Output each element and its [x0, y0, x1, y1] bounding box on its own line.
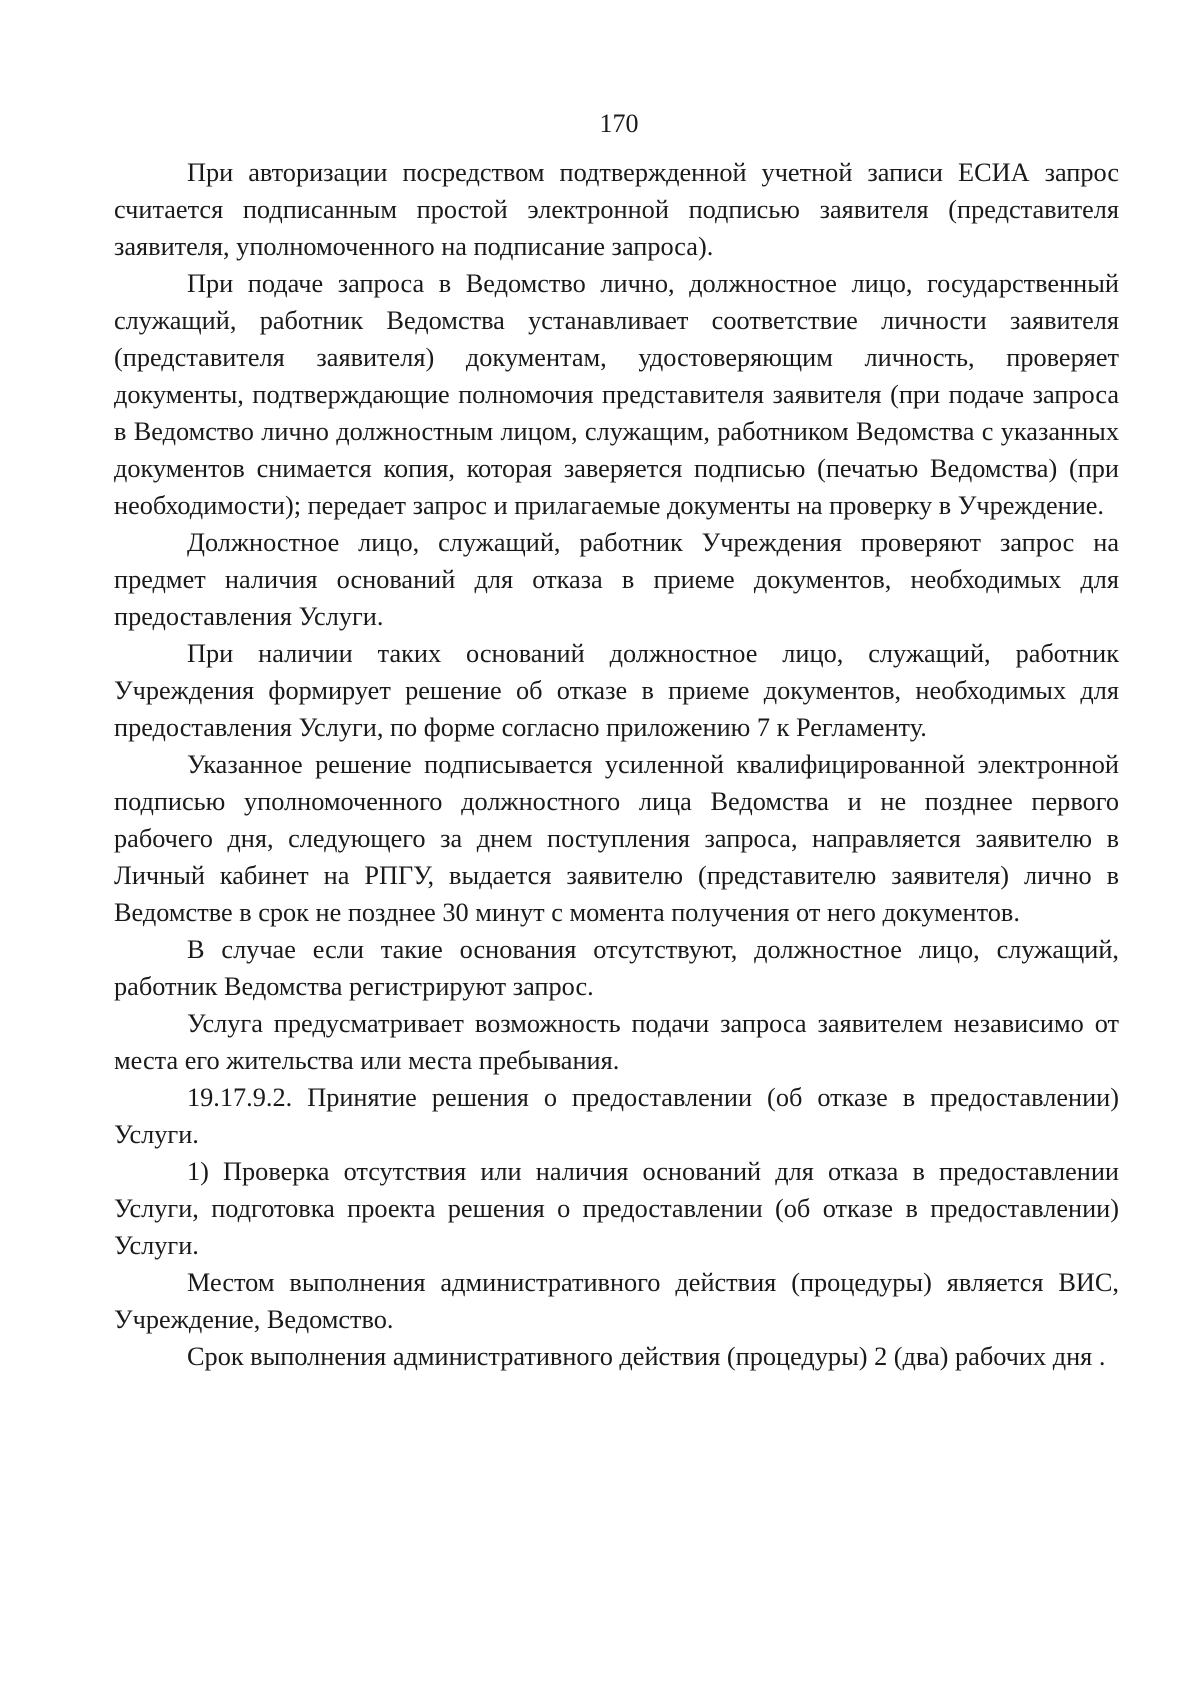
paragraph-decision-signing: Указанное решение подписывается усиленной квалифицированной электронной подписью уполномоченного должностного лица Ведомства и не позднее первого рабочего дня, следующего за днем поступления запроса, направляется заявителю в Личный кабинет на РПГУ, выдается заявителю (представителю заявителя) лично в Ведомстве в срок не позднее 30 минут с момента получения от него документов.	[114, 750, 1119, 927]
paragraph-refusal-decision: При наличии таких оснований должностное лицо, служащий, работник Учреждения формирует решение об отказе в приеме документов, необходимых для предоставления Услуги, по форме согласно приложению 7 к Регламенту.	[114, 639, 1119, 742]
paragraph-esia-signature: При авторизации посредством подтвержденной учетной записи ЕСИА запрос считается подписанным простой электронной подписью заявителя (представителя заявителя, уполномоченного на подписание запроса).	[114, 158, 1119, 261]
paragraph-in-person-submission: При подаче запроса в Ведомство лично, должностное лицо, государственный служащий, работник Ведомства устанавливает соответствие личности заявителя (представителя заявителя) документам, удостоверяющим личность, проверяет документы, подтверждающие полномочия представителя заявителя (при подаче запроса в Ведомство лично должностным лицом, служащим, работником Ведомства с указанных документов снимается копия, которая заверяется подписью (печатью Ведомства) (при необходимости); передает запрос и прилагаемые документы на проверку в Учреждение.	[114, 269, 1119, 520]
page-number: 170	[599, 109, 639, 138]
paragraph-place-of-action: Местом выполнения административного действия (процедуры) является ВИС, Учреждение, Ведомство.	[114, 1268, 1119, 1334]
paragraph-registration: В случае если такие основания отсутствуют, должностное лицо, служащий, работник Ведомства регистрируют запрос.	[114, 935, 1119, 1001]
paragraph-submission-location: Услуга предусматривает возможность подачи запроса заявителем независимо от места его жительства или места пребывания.	[114, 1009, 1119, 1075]
document-body	[114, 154, 1119, 1375]
paragraph-check-grounds: 1) Проверка отсутствия или наличия оснований для отказа в предоставлении Услуги, подготовка проекта решения о предоставлении (об отказе в предоставлении) Услуги.	[114, 1157, 1119, 1260]
paragraph-section-heading: 19.17.9.2. Принятие решения о предоставлении (об отказе в предоставлении) Услуги.	[114, 1083, 1119, 1149]
paragraph-request-check: Должностное лицо, служащий, работник Учреждения проверяют запрос на предмет наличия оснований для отказа в приеме документов, необходимых для предоставления Услуги.	[114, 528, 1119, 631]
paragraph-action-term: Срок выполнения административного действия (процедуры) 2 (два) рабочих дня .	[187, 1342, 1106, 1371]
